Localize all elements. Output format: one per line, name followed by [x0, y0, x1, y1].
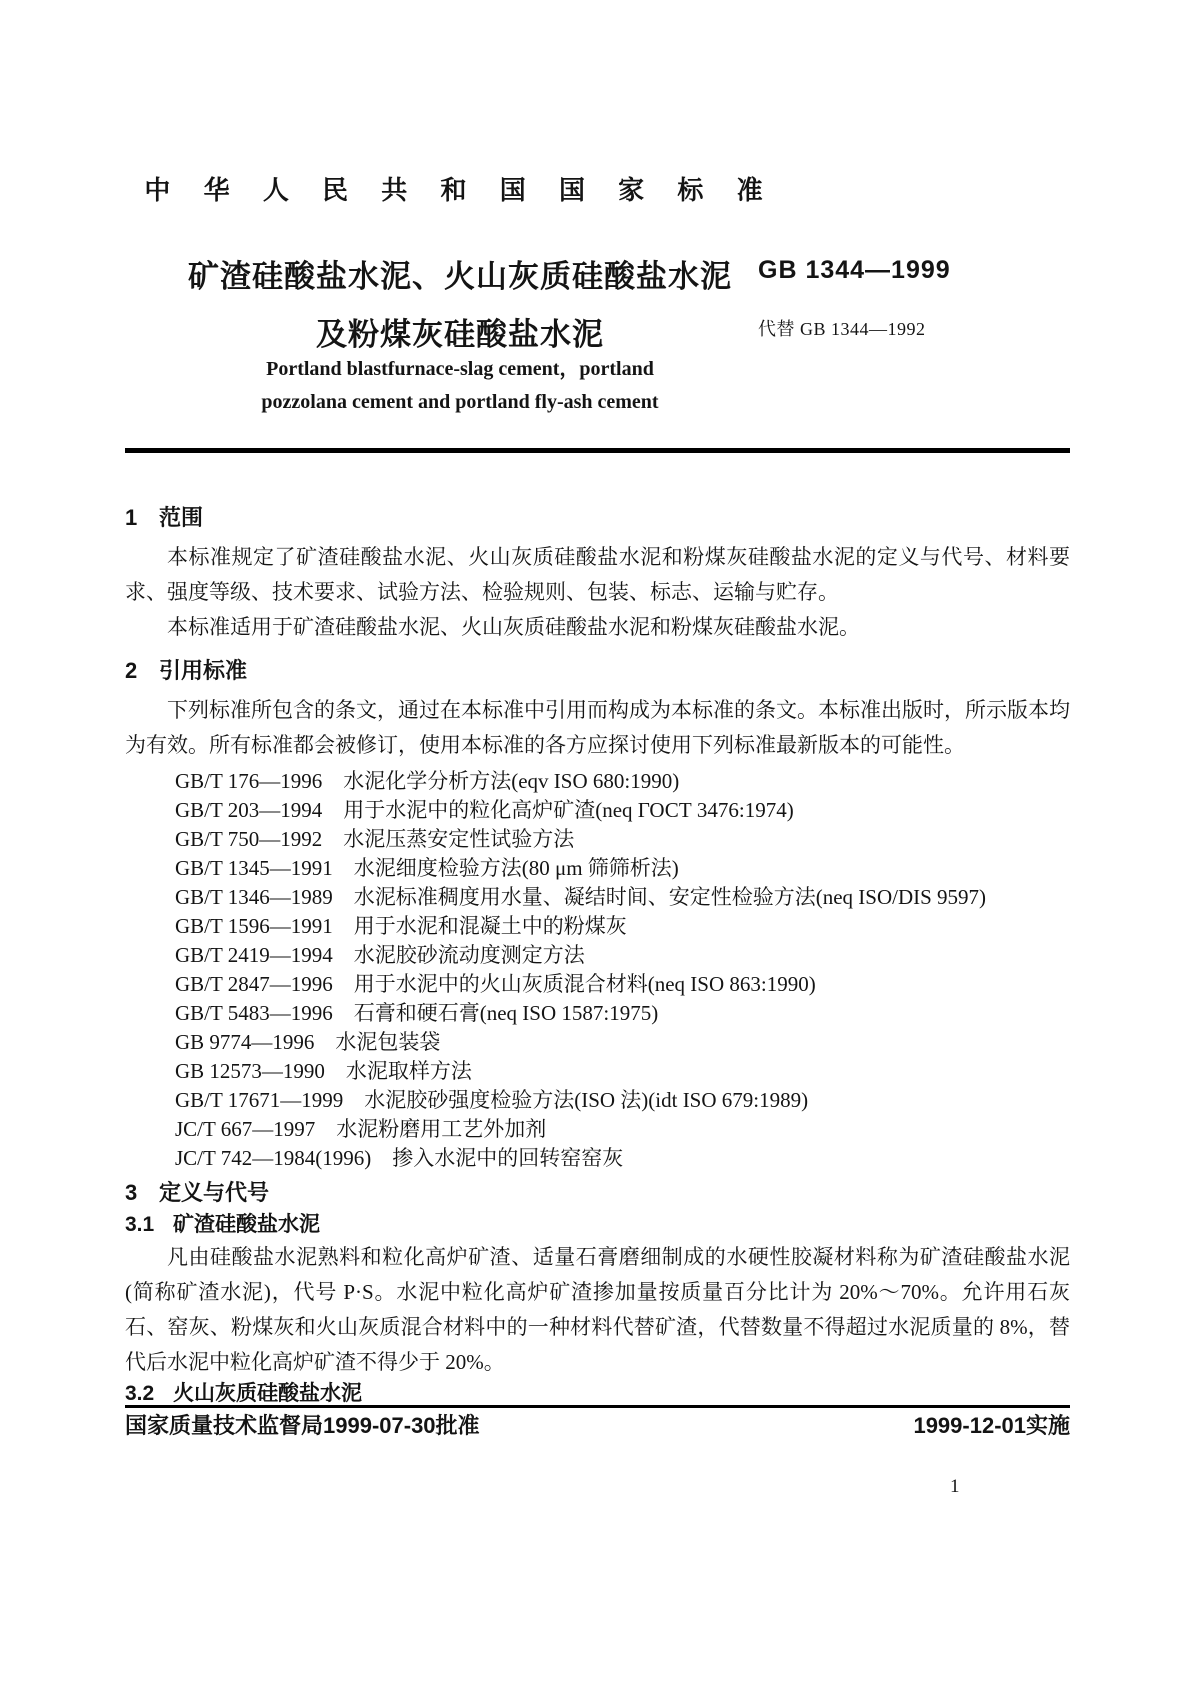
section-2-title: 引用标准	[159, 658, 248, 683]
document-title-en	[125, 353, 795, 419]
standard-code: GB 1344—1999	[758, 256, 951, 284]
page-content	[125, 170, 1070, 1406]
reference-item: GB 12573—1990 水泥取样方法	[175, 1059, 472, 1083]
header-divider-rule	[125, 448, 1070, 453]
section-3-title: 定义与代号	[159, 1180, 270, 1205]
reference-item: GB/T 2847—1996 用于水泥中的火山灰质混合材料(neq ISO 863:1990)	[175, 972, 816, 996]
reference-item: GB/T 1346—1989 水泥标准稠度用水量、凝结时间、安定性检验方法(neq ISO/DIS 9597)	[175, 885, 987, 909]
reference-item: GB 9774—1996 水泥包装袋	[175, 1030, 441, 1054]
reference-item: GB/T 2419—1994 水泥胶砂流动度测定方法	[175, 943, 585, 967]
section-2-heading	[125, 657, 1070, 685]
replaces-note: 代替 GB 1344—1992	[758, 319, 926, 339]
reference-item: GB/T 5483—1996 石膏和硬石膏(neq ISO 1587:1975)	[175, 1001, 659, 1025]
reference-list	[125, 767, 1070, 1173]
document-title-en-line2: pozzolana cement and portland fly-ash cement	[261, 391, 659, 413]
section-3-1-paragraph: 凡由硅酸盐水泥熟料和粒化高炉矿渣、适量石膏磨细制成的水硬性胶凝材料称为矿渣硅酸盐水泥(简称矿渣水泥)，代号 P·S。水泥中粒化高炉矿渣掺加量按质量百分比计为 20%～70%。允许用石灰石、窑灰、粉煤灰和火山灰质混合材料中的一种材料代替矿渣，代替数量不得超过水泥质量的 8%，替代后水泥中粒化高炉矿渣不得少于 20%。	[125, 1245, 1070, 1374]
reference-item: GB/T 750—1992 水泥压蒸安定性试验方法	[175, 827, 575, 851]
document-title-cn-line1: 矿渣硅酸盐水泥、火山灰质硅酸盐水泥	[188, 259, 732, 294]
reference-item: GB/T 203—1994 用于水泥中的粒化高炉矿渣(neq ГОСТ 3476:1974)	[175, 798, 794, 822]
document-title-en-line1: Portland blastfurnace-slag cement，portland	[266, 358, 654, 380]
footer-divider-rule	[125, 1405, 1070, 1408]
section-1-paragraph-2: 本标准适用于矿渣硅酸盐水泥、火山灰质硅酸盐水泥和粉煤灰硅酸盐水泥。	[167, 615, 860, 639]
reference-item: GB/T 1345—1991 水泥细度检验方法(80 μm 筛筛析法)	[175, 856, 679, 880]
section-2-intro: 下列标准所包含的条文，通过在本标准中引用而构成为本标准的条文。本标准出版时，所示版本均为有效。所有标准都会被修订，使用本标准的各方应探讨使用下列标准最新版本的可能性。	[125, 698, 1070, 757]
footer	[125, 1412, 1070, 1439]
reference-item: JC/T 742—1984(1996) 掺入水泥中的回转窑窑灰	[175, 1146, 624, 1170]
document-title-cn-line2: 及粉煤灰硅酸盐水泥	[316, 317, 604, 352]
section-3-1-heading	[125, 1211, 1070, 1238]
implementation-note: 1999-12-01实施	[913, 1413, 1070, 1438]
section-3-2-heading	[125, 1382, 1070, 1406]
section-1-paragraph-1: 本标准规定了矿渣硅酸盐水泥、火山灰质硅酸盐水泥和粉煤灰硅酸盐水泥的定义与代号、材料要求、强度等级、技术要求、试验方法、检验规则、包装、标志、运输与贮存。	[125, 545, 1070, 604]
section-3-heading	[125, 1179, 1070, 1207]
page-number: 1	[950, 1476, 960, 1497]
standard-code-block	[758, 256, 1070, 341]
approval-note: 国家质量技术监督局1999-07-30批准	[125, 1413, 480, 1438]
section-3-2-title: 火山灰质硅酸盐水泥	[173, 1382, 362, 1405]
reference-item: JC/T 667—1997 水泥粉磨用工艺外加剂	[175, 1117, 547, 1141]
reference-item: GB/T 176—1996 水泥化学分析方法(eqv ISO 680:1990)	[175, 769, 680, 793]
document-title-cn	[125, 248, 795, 364]
section-3-1-number: 3.1	[125, 1213, 155, 1236]
section-1-number: 1	[125, 505, 138, 530]
reference-item: GB/T 1596—1991 用于水泥和混凝土中的粉煤灰	[175, 914, 627, 938]
section-3-number: 3	[125, 1180, 138, 1205]
section-1-title: 范围	[159, 505, 204, 530]
reference-item: GB/T 17671—1999 水泥胶砂强度检验方法(ISO 法)(idt ISO 679:1989)	[175, 1088, 809, 1112]
document-header	[125, 170, 1070, 460]
section-3-1-title: 矿渣硅酸盐水泥	[173, 1213, 320, 1236]
section-3-2-number: 3.2	[125, 1382, 155, 1405]
section-2-number: 2	[125, 658, 138, 683]
section-1-heading	[125, 504, 1070, 532]
standard-type-label: 中 华 人 民 共 和 国 国 家 标 准	[144, 175, 776, 205]
